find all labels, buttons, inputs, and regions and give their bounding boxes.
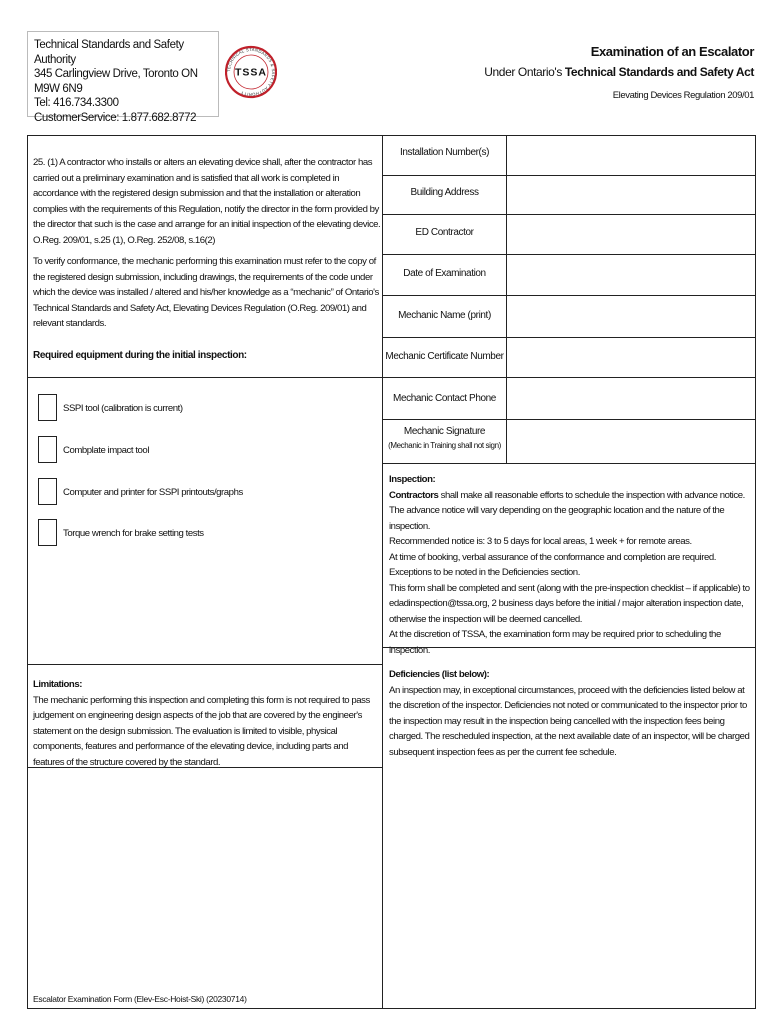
- inspection-block: [389, 472, 753, 658]
- inspection-heading: Inspection:: [389, 474, 436, 485]
- mechanic-certificate-field[interactable]: [508, 339, 754, 375]
- row-rule: [382, 419, 756, 420]
- authority-customer-service: CustomerService: 1.877.682.8772: [34, 111, 197, 124]
- field-label-mechanic-phone: Mechanic Contact Phone: [393, 393, 496, 404]
- authority-tel: Tel: 416.734.3300: [34, 97, 119, 109]
- inspection-line: At the discretion of TSSA, the examination form may be required prior to scheduling the inspection.: [389, 629, 721, 656]
- row-rule: [382, 337, 756, 338]
- bottom-rule: [27, 1008, 756, 1009]
- deficiencies-text: An inspection may, in exceptional circumstances, proceed with the deficiencies listed below at the discretion of the inspector. Deficiencies not noted or communicated to the inspector prior to the inspection may result in the inspection being cancelled with the inspection fees being charged. The rescheduled inspection, at the next available date of an inspector, will be charged subsequent inspection fees as per the current fee schedule.: [389, 684, 750, 758]
- equipment-heading: Required equipment during the initial inspection:: [33, 350, 247, 361]
- building-address-field[interactable]: [508, 177, 754, 213]
- row-rule: [27, 664, 383, 665]
- field-label-mechanic-signature: Mechanic Signature: [403, 426, 486, 437]
- row-rule: [382, 175, 756, 176]
- checkbox-combplate-impact-tool[interactable]: [38, 436, 57, 463]
- form-subtitle-act: Technical Standards and Safety Act: [564, 65, 754, 79]
- column-divider: [382, 135, 383, 1009]
- authority-address-box: [27, 31, 219, 124]
- mechanic-name-field[interactable]: [508, 297, 754, 335]
- limitations-text: The mechanic performing this inspection and completing this form is not required to pass judgement on engineering design aspects of the job that are covered by the engineer's statement on the design submission. The evaluation is limited to visible, physical components, features and performance of the elevating device, including parts and features of the structure covered by the standard.: [33, 694, 370, 768]
- form-subtitle: [484, 64, 754, 81]
- field-label-installation-number: Installation Number(s): [399, 147, 489, 158]
- signature-note: (Mechanic in Training shall not sign): [388, 441, 501, 450]
- ed-contractor-field[interactable]: [508, 216, 754, 252]
- form-footer-id: Escalator Examination Form (Elev-Esc-Hoist-Ski) (20230714): [33, 994, 247, 1004]
- conformance-note: To verify conformance, the mechanic performing this examination must refer to the copy of the registered design submission, including drawings, the requirements of the code under which the device was installed / altered and his/her knowledge as a “mechanic” of Ontario's Technical Standards and Safety Act, Elevating Devices Regulation (O.Reg. 209/01) and relevant standards.: [33, 256, 379, 329]
- row-rule: [382, 254, 756, 255]
- form-title: Examination of an Escalator: [590, 44, 754, 59]
- authority-address: 345 Carlingview Drive, Toronto ON M9W 6N9: [34, 68, 198, 95]
- limitations-block: [33, 677, 378, 770]
- inspection-line: Recommended notice is: 3 to 5 days for local areas, 1 week + for remote areas.: [389, 536, 692, 547]
- row-rule: [382, 295, 756, 296]
- equipment-item-label: Combplate impact tool: [63, 445, 150, 456]
- regulation-excerpt: 25. (1) A contractor who installs or alters an elevating device shall, after the contractor has carried out a preliminary examination and is satisfied that all work is completed in accordance with the registered design submission and that the installation or alteration complies with the requirements of this Regulation, notify the director in the form provided by the director that such is the case and arrange for an initial inspection of the elevating device. O.Reg. 209/01, s.25 (1), O.Reg. 252/08, s.16(2): [33, 157, 381, 246]
- tssa-logo: [225, 42, 277, 102]
- date-of-examination-field[interactable]: [508, 256, 754, 293]
- row-rule: [382, 214, 756, 215]
- mechanic-signature-field[interactable]: [508, 421, 754, 461]
- top-rule: [27, 135, 756, 136]
- mechanic-phone-field[interactable]: [508, 379, 754, 417]
- form-subtitle-prefix: Under Ontario's: [484, 65, 565, 79]
- field-label-date-of-examination: Date of Examination: [403, 268, 486, 279]
- field-label-ed-contractor: ED Contractor: [415, 227, 474, 238]
- field-label-mechanic-name: Mechanic Name (print): [398, 310, 491, 321]
- inspection-contractors-line: [389, 488, 753, 504]
- checkbox-computer-printer[interactable]: [38, 478, 57, 505]
- limitations-heading: Limitations:: [33, 679, 82, 690]
- field-label-building-address: Building Address: [410, 187, 479, 198]
- authority-name: Technical Standards and Safety Authority: [34, 39, 184, 66]
- installation-number-field[interactable]: [508, 137, 754, 173]
- inspection-line: The advance notice will vary depending on the geographic location and the nature of the inspection.: [389, 505, 725, 532]
- deficiencies-block: [389, 667, 753, 760]
- logo-acronym: TSSA: [234, 66, 268, 79]
- checkbox-torque-wrench[interactable]: [38, 519, 57, 546]
- field-label-mechanic-certificate: Mechanic Certificate Number: [385, 351, 504, 362]
- equipment-item-label: SSPI tool (calibration is current): [63, 403, 183, 414]
- equipment-item-label: Torque wrench for brake setting tests: [63, 528, 204, 539]
- deficiencies-input-area[interactable]: [389, 752, 753, 1004]
- equipment-item-label: Computer and printer for SSPI printouts/graphs: [63, 487, 243, 498]
- logo-ring-text: TECHNICAL STANDARDS & SAFETY AUTHORITY: [225, 46, 277, 98]
- checkbox-sspi-tool[interactable]: [38, 394, 57, 421]
- row-rule: [27, 377, 756, 378]
- right-border: [755, 135, 756, 1009]
- field-label-divider: [506, 135, 507, 463]
- left-border: [27, 135, 28, 1009]
- inspection-line: At time of booking, verbal assurance of the conformance and completion are required. Exceptions to be noted in the Deficiencies section.: [389, 551, 716, 578]
- contractors-text: shall make all reasonable efforts to schedule the inspection with advance notice.: [438, 489, 745, 501]
- form-header: [484, 43, 754, 103]
- inspection-line: This form shall be completed and sent (along with the pre-inspection checklist – if applicable) to edadinspection@tssa.org, 2 business days before the initial / major alteration inspection date, otherwise the inspection will be deemed cancelled.: [389, 582, 750, 625]
- regulation-reference: Elevating Devices Regulation 209/01: [612, 90, 754, 101]
- deficiencies-heading: Deficiencies (list below):: [389, 669, 490, 680]
- contractors-label: Contractors: [389, 489, 439, 501]
- row-rule: [382, 463, 756, 464]
